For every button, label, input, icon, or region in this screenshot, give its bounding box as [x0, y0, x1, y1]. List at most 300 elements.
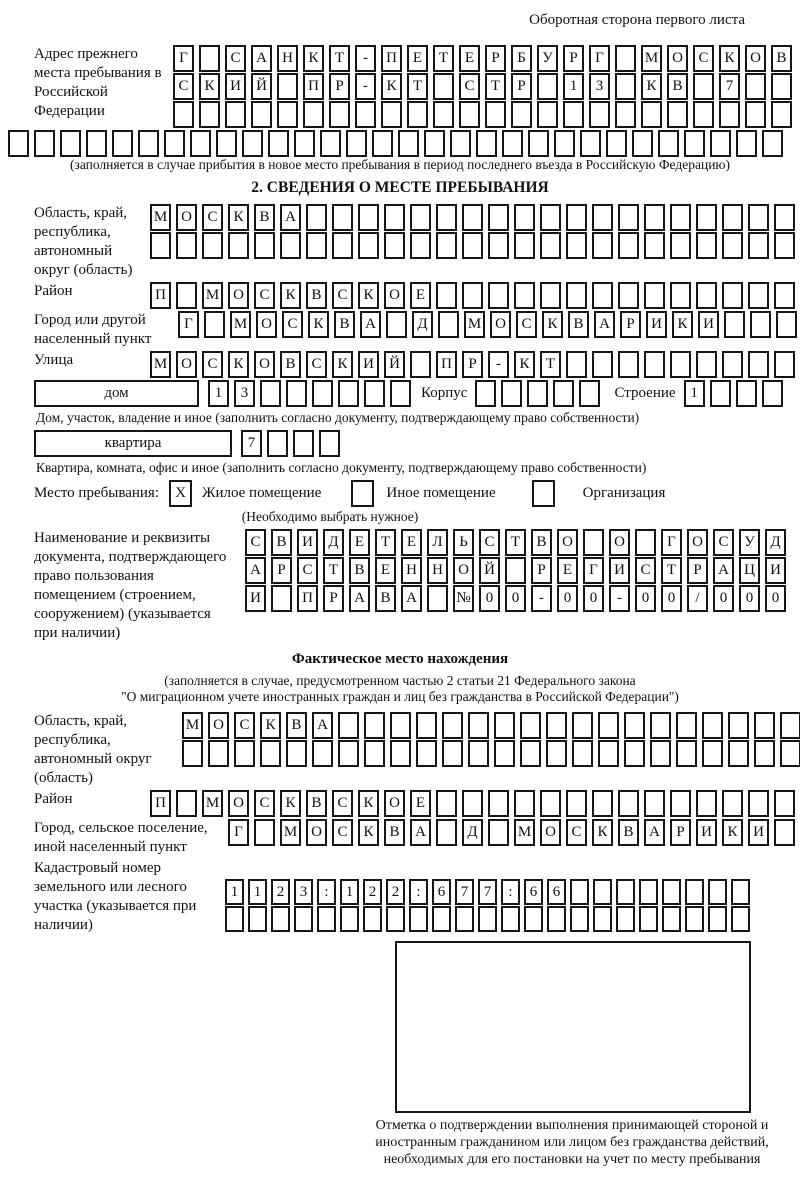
char-cell[interactable]	[572, 712, 593, 739]
char-cell[interactable]	[644, 204, 665, 231]
char-cell[interactable]: В	[271, 529, 292, 556]
char-cell[interactable]: О	[256, 311, 277, 338]
char-cell[interactable]	[372, 130, 393, 157]
char-cell[interactable]: В	[384, 819, 405, 846]
char-cell[interactable]: С	[234, 712, 255, 739]
char-cell[interactable]	[312, 380, 333, 407]
char-cell[interactable]: К	[641, 73, 662, 100]
char-cell[interactable]	[216, 130, 237, 157]
char-cell[interactable]: 2	[271, 879, 290, 905]
char-cell[interactable]	[455, 906, 474, 932]
char-cell[interactable]	[86, 130, 107, 157]
street-row[interactable]	[150, 351, 795, 378]
char-cell[interactable]	[254, 232, 275, 259]
char-cell[interactable]: А	[251, 45, 272, 72]
char-cell[interactable]: В	[349, 557, 370, 584]
char-cell[interactable]	[488, 790, 509, 817]
char-cell[interactable]: О	[254, 351, 275, 378]
char-cell[interactable]	[566, 232, 587, 259]
char-cell[interactable]	[685, 906, 704, 932]
char-cell[interactable]	[774, 790, 795, 817]
char-cell[interactable]: С	[245, 529, 266, 556]
char-cell[interactable]: С	[479, 529, 500, 556]
char-cell[interactable]: Е	[410, 790, 431, 817]
char-cell[interactable]: С	[202, 204, 223, 231]
char-cell[interactable]: Р	[563, 45, 584, 72]
char-cell[interactable]: 3	[589, 73, 610, 100]
char-cell[interactable]	[462, 790, 483, 817]
char-cell[interactable]: И	[297, 529, 318, 556]
char-cell[interactable]: К	[514, 351, 535, 378]
district-row[interactable]	[150, 282, 795, 309]
prev-address-row-1[interactable]	[173, 45, 792, 72]
char-cell[interactable]	[410, 351, 431, 378]
char-cell[interactable]	[416, 740, 437, 767]
char-cell[interactable]	[527, 380, 548, 407]
char-cell[interactable]	[685, 879, 704, 905]
char-cell[interactable]: Ь	[453, 529, 474, 556]
char-cell[interactable]	[476, 130, 497, 157]
char-cell[interactable]	[650, 740, 671, 767]
char-cell[interactable]	[364, 380, 385, 407]
char-cell[interactable]	[462, 282, 483, 309]
char-cell[interactable]: К	[228, 351, 249, 378]
char-cell[interactable]	[390, 740, 411, 767]
char-cell[interactable]	[494, 712, 515, 739]
char-cell[interactable]: 3	[234, 380, 255, 407]
char-cell[interactable]	[598, 712, 619, 739]
char-cell[interactable]	[722, 204, 743, 231]
char-cell[interactable]	[462, 204, 483, 231]
char-cell[interactable]	[267, 430, 288, 457]
char-cell[interactable]: 2	[386, 879, 405, 905]
char-cell[interactable]: О	[306, 819, 327, 846]
char-cell[interactable]	[618, 282, 639, 309]
char-cell[interactable]: 1	[563, 73, 584, 100]
char-cell[interactable]	[254, 819, 275, 846]
char-cell[interactable]: М	[202, 282, 223, 309]
char-cell[interactable]	[286, 380, 307, 407]
char-cell[interactable]	[386, 311, 407, 338]
char-cell[interactable]	[294, 906, 313, 932]
char-cell[interactable]	[475, 380, 496, 407]
char-cell[interactable]	[199, 101, 220, 128]
document-row-3[interactable]	[245, 585, 786, 612]
char-cell[interactable]	[639, 879, 658, 905]
char-cell[interactable]	[724, 311, 745, 338]
char-cell[interactable]: О	[384, 282, 405, 309]
char-cell[interactable]: Е	[401, 529, 422, 556]
char-cell[interactable]	[436, 790, 457, 817]
char-cell[interactable]	[355, 101, 376, 128]
char-cell[interactable]: Р	[485, 45, 506, 72]
char-cell[interactable]: С	[332, 819, 353, 846]
char-cell[interactable]: 3	[294, 879, 313, 905]
char-cell[interactable]: А	[594, 311, 615, 338]
char-cell[interactable]	[719, 101, 740, 128]
char-cell[interactable]: О	[228, 282, 249, 309]
korpus-cells[interactable]	[475, 380, 600, 407]
char-cell[interactable]: С	[297, 557, 318, 584]
char-cell[interactable]: В	[286, 712, 307, 739]
char-cell[interactable]	[780, 740, 800, 767]
char-cell[interactable]: О	[208, 712, 229, 739]
char-cell[interactable]: С	[459, 73, 480, 100]
char-cell[interactable]	[676, 712, 697, 739]
char-cell[interactable]: С	[566, 819, 587, 846]
char-cell[interactable]	[566, 282, 587, 309]
char-cell[interactable]: О	[176, 351, 197, 378]
char-cell[interactable]: С	[282, 311, 303, 338]
char-cell[interactable]: №	[453, 585, 474, 612]
char-cell[interactable]: И	[609, 557, 630, 584]
char-cell[interactable]: Р	[531, 557, 552, 584]
char-cell[interactable]	[488, 232, 509, 259]
char-cell[interactable]: Т	[540, 351, 561, 378]
char-cell[interactable]	[754, 712, 775, 739]
char-cell[interactable]	[514, 790, 535, 817]
char-cell[interactable]: 1	[208, 380, 229, 407]
char-cell[interactable]	[176, 232, 197, 259]
char-cell[interactable]	[641, 101, 662, 128]
char-cell[interactable]: /	[687, 585, 708, 612]
char-cell[interactable]	[436, 232, 457, 259]
char-cell[interactable]: 6	[547, 879, 566, 905]
char-cell[interactable]: М	[150, 351, 171, 378]
char-cell[interactable]: Г	[173, 45, 194, 72]
char-cell[interactable]: П	[381, 45, 402, 72]
char-cell[interactable]: М	[641, 45, 662, 72]
char-cell[interactable]	[358, 232, 379, 259]
char-cell[interactable]	[762, 130, 783, 157]
document-row-1[interactable]	[245, 529, 786, 556]
char-cell[interactable]	[736, 130, 757, 157]
char-cell[interactable]	[346, 130, 367, 157]
char-cell[interactable]: 0	[583, 585, 604, 612]
char-cell[interactable]	[710, 130, 731, 157]
char-cell[interactable]	[524, 906, 543, 932]
char-cell[interactable]	[644, 232, 665, 259]
char-cell[interactable]: К	[672, 311, 693, 338]
char-cell[interactable]	[615, 45, 636, 72]
char-cell[interactable]: О	[557, 529, 578, 556]
char-cell[interactable]	[748, 351, 769, 378]
char-cell[interactable]	[390, 712, 411, 739]
char-cell[interactable]	[592, 351, 613, 378]
char-cell[interactable]: К	[199, 73, 220, 100]
char-cell[interactable]	[780, 712, 800, 739]
char-cell[interactable]: -	[488, 351, 509, 378]
apartment-cells[interactable]	[241, 430, 340, 457]
char-cell[interactable]: С	[713, 529, 734, 556]
char-cell[interactable]	[745, 101, 766, 128]
char-cell[interactable]	[748, 790, 769, 817]
char-cell[interactable]: С	[516, 311, 537, 338]
char-cell[interactable]	[670, 351, 691, 378]
char-cell[interactable]: И	[696, 819, 717, 846]
char-cell[interactable]	[190, 130, 211, 157]
char-cell[interactable]	[34, 130, 55, 157]
city-row[interactable]	[178, 311, 797, 338]
char-cell[interactable]: К	[280, 790, 301, 817]
char-cell[interactable]: М	[464, 311, 485, 338]
char-cell[interactable]	[501, 380, 522, 407]
prev-address-row-4[interactable]	[8, 130, 800, 157]
char-cell[interactable]: В	[618, 819, 639, 846]
char-cell[interactable]: К	[722, 819, 743, 846]
char-cell[interactable]	[639, 906, 658, 932]
char-cell[interactable]: В	[568, 311, 589, 338]
char-cell[interactable]	[710, 380, 731, 407]
char-cell[interactable]	[384, 232, 405, 259]
char-cell[interactable]: 0	[479, 585, 500, 612]
char-cell[interactable]: С	[693, 45, 714, 72]
char-cell[interactable]	[260, 740, 281, 767]
char-cell[interactable]: Р	[329, 73, 350, 100]
char-cell[interactable]: С	[254, 282, 275, 309]
char-cell[interactable]	[164, 130, 185, 157]
char-cell[interactable]: И	[358, 351, 379, 378]
char-cell[interactable]: Г	[178, 311, 199, 338]
char-cell[interactable]: О	[453, 557, 474, 584]
char-cell[interactable]	[225, 906, 244, 932]
char-cell[interactable]	[546, 712, 567, 739]
char-cell[interactable]	[208, 740, 229, 767]
char-cell[interactable]: Р	[511, 73, 532, 100]
char-cell[interactable]	[676, 740, 697, 767]
char-cell[interactable]	[242, 130, 263, 157]
char-cell[interactable]	[547, 906, 566, 932]
char-cell[interactable]	[693, 101, 714, 128]
char-cell[interactable]	[410, 204, 431, 231]
char-cell[interactable]	[294, 130, 315, 157]
char-cell[interactable]	[593, 906, 612, 932]
char-cell[interactable]	[540, 282, 561, 309]
char-cell[interactable]	[485, 101, 506, 128]
char-cell[interactable]	[540, 790, 561, 817]
char-cell[interactable]	[277, 73, 298, 100]
char-cell[interactable]	[182, 740, 203, 767]
char-cell[interactable]: К	[332, 351, 353, 378]
char-cell[interactable]	[459, 101, 480, 128]
char-cell[interactable]: С	[635, 557, 656, 584]
char-cell[interactable]: Е	[459, 45, 480, 72]
char-cell[interactable]	[138, 130, 159, 157]
char-cell[interactable]: 0	[505, 585, 526, 612]
char-cell[interactable]	[199, 45, 220, 72]
char-cell[interactable]	[234, 740, 255, 767]
char-cell[interactable]	[579, 380, 600, 407]
char-cell[interactable]: Г	[661, 529, 682, 556]
char-cell[interactable]: К	[260, 712, 281, 739]
char-cell[interactable]: П	[297, 585, 318, 612]
char-cell[interactable]: 0	[739, 585, 760, 612]
char-cell[interactable]: П	[303, 73, 324, 100]
char-cell[interactable]	[8, 130, 29, 157]
char-cell[interactable]	[537, 73, 558, 100]
char-cell[interactable]	[271, 585, 292, 612]
char-cell[interactable]: К	[358, 819, 379, 846]
char-cell[interactable]: В	[280, 351, 301, 378]
char-cell[interactable]: С	[332, 790, 353, 817]
char-cell[interactable]: Д	[323, 529, 344, 556]
char-cell[interactable]: Е	[349, 529, 370, 556]
char-cell[interactable]: Е	[407, 45, 428, 72]
char-cell[interactable]: П	[436, 351, 457, 378]
char-cell[interactable]: Н	[401, 557, 422, 584]
char-cell[interactable]	[268, 130, 289, 157]
char-cell[interactable]: О	[667, 45, 688, 72]
char-cell[interactable]: Г	[228, 819, 249, 846]
char-cell[interactable]	[572, 740, 593, 767]
char-cell[interactable]	[776, 311, 797, 338]
char-cell[interactable]	[432, 906, 451, 932]
char-cell[interactable]: П	[150, 790, 171, 817]
char-cell[interactable]	[303, 101, 324, 128]
char-cell[interactable]: 2	[363, 879, 382, 905]
char-cell[interactable]	[501, 906, 520, 932]
char-cell[interactable]	[277, 101, 298, 128]
char-cell[interactable]: К	[308, 311, 329, 338]
char-cell[interactable]	[398, 130, 419, 157]
char-cell[interactable]: Й	[384, 351, 405, 378]
char-cell[interactable]: В	[667, 73, 688, 100]
char-cell[interactable]	[332, 204, 353, 231]
prev-address-row-3[interactable]	[173, 101, 792, 128]
char-cell[interactable]	[150, 232, 171, 259]
char-cell[interactable]: М	[280, 819, 301, 846]
actual-city-row[interactable]	[228, 819, 795, 846]
char-cell[interactable]: Т	[329, 45, 350, 72]
char-cell[interactable]: М	[202, 790, 223, 817]
char-cell[interactable]: :	[317, 879, 336, 905]
char-cell[interactable]	[228, 232, 249, 259]
char-cell[interactable]	[514, 232, 535, 259]
char-cell[interactable]	[616, 906, 635, 932]
char-cell[interactable]: Л	[427, 529, 448, 556]
char-cell[interactable]	[722, 282, 743, 309]
char-cell[interactable]	[592, 204, 613, 231]
char-cell[interactable]: К	[228, 204, 249, 231]
char-cell[interactable]: Т	[407, 73, 428, 100]
char-cell[interactable]	[570, 906, 589, 932]
char-cell[interactable]	[624, 740, 645, 767]
char-cell[interactable]	[566, 351, 587, 378]
char-cell[interactable]: 1	[340, 879, 359, 905]
char-cell[interactable]	[438, 311, 459, 338]
char-cell[interactable]	[615, 101, 636, 128]
char-cell[interactable]	[670, 790, 691, 817]
char-cell[interactable]: -	[531, 585, 552, 612]
char-cell[interactable]	[338, 740, 359, 767]
char-cell[interactable]: И	[225, 73, 246, 100]
char-cell[interactable]	[384, 204, 405, 231]
char-cell[interactable]	[553, 380, 574, 407]
char-cell[interactable]	[319, 430, 340, 457]
char-cell[interactable]	[427, 585, 448, 612]
apartment-type-box[interactable]: квартира	[34, 430, 232, 457]
char-cell[interactable]	[662, 906, 681, 932]
prev-address-row-2[interactable]	[173, 73, 792, 100]
char-cell[interactable]: М	[150, 204, 171, 231]
char-cell[interactable]: К	[358, 282, 379, 309]
char-cell[interactable]: О	[176, 204, 197, 231]
char-cell[interactable]: Т	[433, 45, 454, 72]
char-cell[interactable]	[762, 380, 783, 407]
char-cell[interactable]	[618, 790, 639, 817]
char-cell[interactable]	[632, 130, 653, 157]
char-cell[interactable]: О	[687, 529, 708, 556]
char-cell[interactable]	[312, 740, 333, 767]
char-cell[interactable]: Р	[670, 819, 691, 846]
house-number-cells[interactable]	[208, 380, 411, 407]
char-cell[interactable]: Р	[620, 311, 641, 338]
char-cell[interactable]	[592, 790, 613, 817]
char-cell[interactable]: О	[540, 819, 561, 846]
char-cell[interactable]	[684, 130, 705, 157]
char-cell[interactable]	[708, 879, 727, 905]
char-cell[interactable]	[488, 204, 509, 231]
char-cell[interactable]: А	[410, 819, 431, 846]
char-cell[interactable]: Р	[271, 557, 292, 584]
char-cell[interactable]: 1	[225, 879, 244, 905]
char-cell[interactable]: А	[245, 557, 266, 584]
char-cell[interactable]	[702, 712, 723, 739]
char-cell[interactable]: В	[254, 204, 275, 231]
char-cell[interactable]	[745, 73, 766, 100]
char-cell[interactable]	[286, 740, 307, 767]
char-cell[interactable]	[592, 282, 613, 309]
char-cell[interactable]	[736, 380, 757, 407]
char-cell[interactable]	[306, 232, 327, 259]
char-cell[interactable]	[546, 740, 567, 767]
char-cell[interactable]	[748, 204, 769, 231]
char-cell[interactable]: Т	[505, 529, 526, 556]
char-cell[interactable]: С	[332, 282, 353, 309]
char-cell[interactable]: И	[698, 311, 719, 338]
char-cell[interactable]	[520, 740, 541, 767]
char-cell[interactable]	[750, 311, 771, 338]
char-cell[interactable]: В	[306, 282, 327, 309]
char-cell[interactable]: Й	[479, 557, 500, 584]
char-cell[interactable]	[670, 232, 691, 259]
char-cell[interactable]: Е	[410, 282, 431, 309]
char-cell[interactable]	[450, 130, 471, 157]
char-cell[interactable]: А	[644, 819, 665, 846]
char-cell[interactable]	[593, 879, 612, 905]
char-cell[interactable]	[658, 130, 679, 157]
char-cell[interactable]	[173, 101, 194, 128]
char-cell[interactable]	[488, 819, 509, 846]
char-cell[interactable]: К	[381, 73, 402, 100]
region-row-2[interactable]	[150, 232, 795, 259]
char-cell[interactable]	[488, 282, 509, 309]
char-cell[interactable]: А	[401, 585, 422, 612]
char-cell[interactable]	[774, 351, 795, 378]
char-cell[interactable]	[260, 380, 281, 407]
char-cell[interactable]: 1	[248, 879, 267, 905]
char-cell[interactable]: :	[409, 879, 428, 905]
char-cell[interactable]: П	[150, 282, 171, 309]
char-cell[interactable]: С	[202, 351, 223, 378]
char-cell[interactable]: К	[303, 45, 324, 72]
char-cell[interactable]	[340, 906, 359, 932]
char-cell[interactable]	[280, 232, 301, 259]
region-row-1[interactable]	[150, 204, 795, 231]
char-cell[interactable]	[202, 232, 223, 259]
house-type-box[interactable]: дом	[34, 380, 199, 407]
char-cell[interactable]: 0	[661, 585, 682, 612]
